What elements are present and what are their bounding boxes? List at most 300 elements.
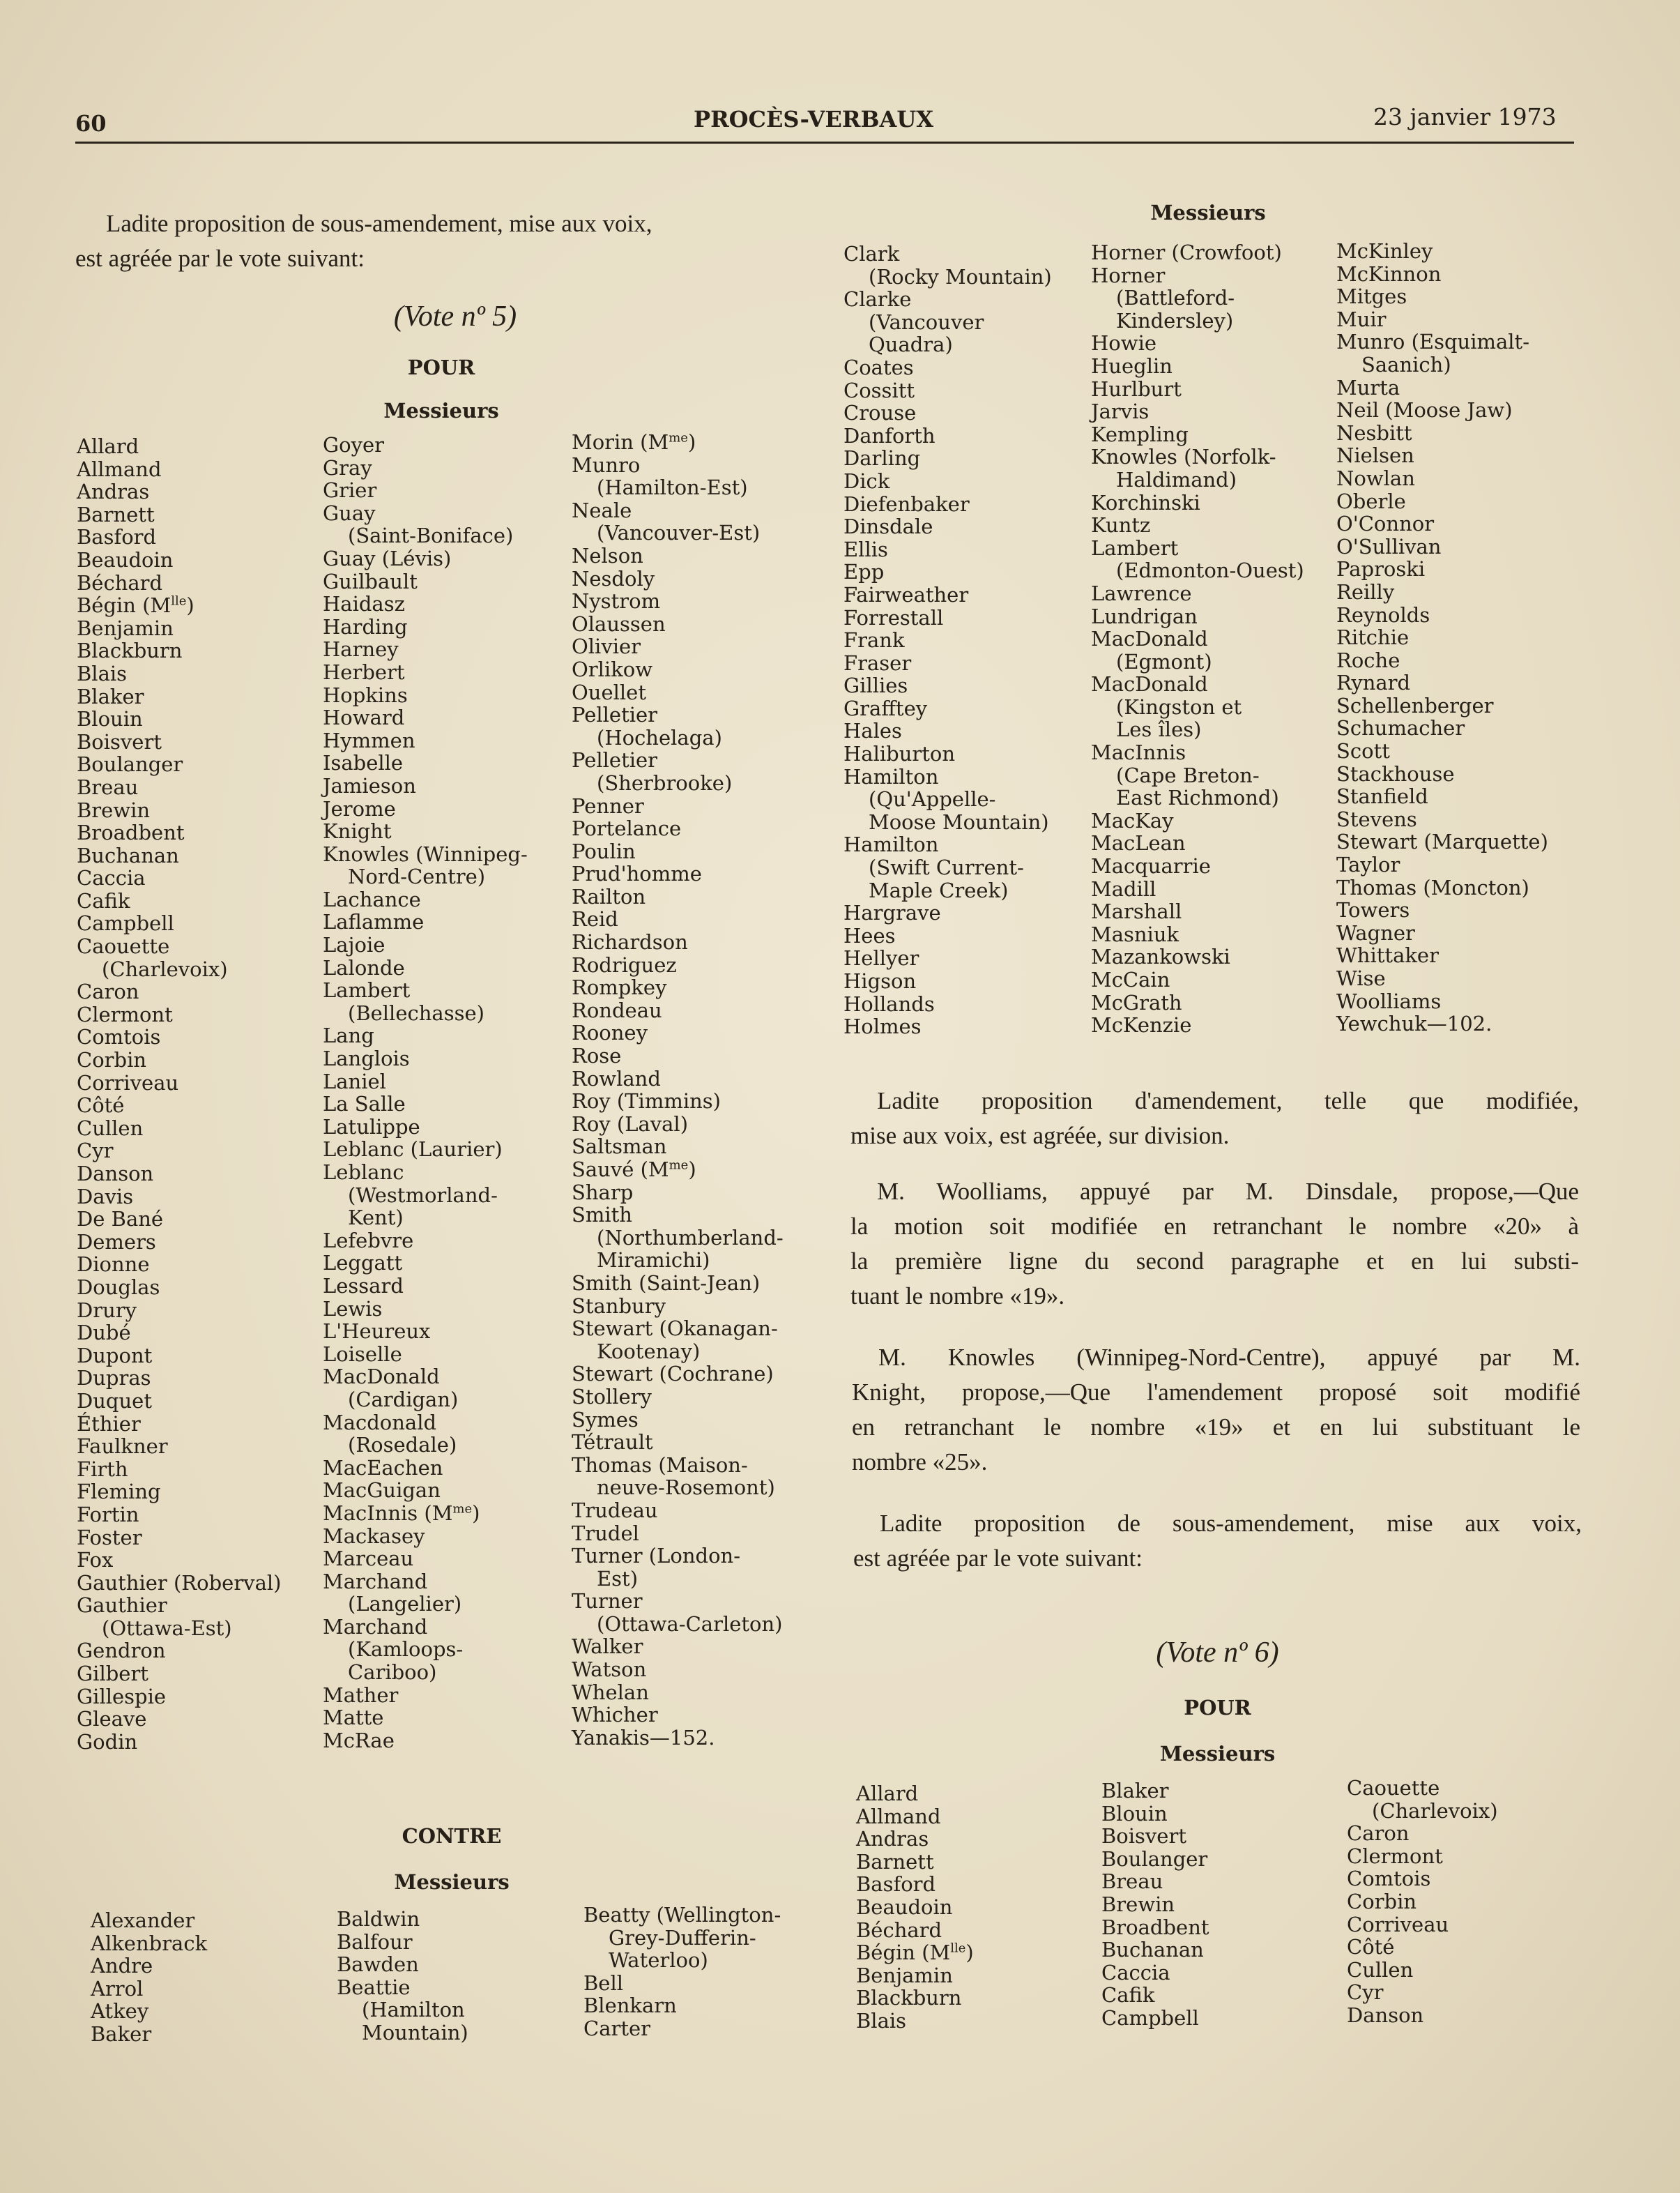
member-name: (Charlevoix) xyxy=(1372,1798,1498,1823)
member-name: Hamilton xyxy=(843,764,939,789)
member-name: Caouette xyxy=(1347,1776,1440,1800)
member-name: Thomas (Maison- xyxy=(572,1452,748,1477)
member-name: Campbell xyxy=(1101,2005,1199,2030)
member-name: Hellyer xyxy=(843,946,919,971)
member-name: Knowles (Winnipeg- xyxy=(323,842,528,866)
member-name: Olaussen xyxy=(572,612,666,636)
member-name: (Westmorland- xyxy=(348,1183,498,1207)
member-name: Isabelle xyxy=(323,751,404,775)
member-name: Nord-Centre) xyxy=(348,865,486,889)
member-name: Clermont xyxy=(1347,1844,1443,1868)
vote5-pour-col2 xyxy=(323,434,528,1752)
member-name: Blouin xyxy=(1101,1801,1168,1826)
member-name: Rynard xyxy=(1336,671,1411,695)
member-name: Stevens xyxy=(1336,807,1417,831)
vote5-pour-label: POUR xyxy=(407,356,475,379)
member-name: Broadbent xyxy=(77,821,185,845)
member-name: Dinsdale xyxy=(843,515,933,539)
member-name: Dick xyxy=(843,469,890,493)
member-name: Corbin xyxy=(1347,1889,1417,1913)
member-name: Danson xyxy=(1347,2003,1424,2027)
member-name: Caron xyxy=(1347,1821,1410,1846)
member-name: Corriveau xyxy=(1347,1912,1449,1936)
member-name: Béchard xyxy=(77,570,163,595)
member-name: Towers xyxy=(1336,898,1410,923)
member-name: Hurlburt xyxy=(1091,377,1182,401)
member-name: Murta xyxy=(1336,375,1400,400)
member-name: Turner (London- xyxy=(572,1544,741,1568)
member-name: Arrol xyxy=(91,1976,144,2001)
member-name: Hollands xyxy=(843,992,935,1016)
member-name: Woolliams xyxy=(1336,989,1442,1013)
member-name: Buchanan xyxy=(1101,1938,1204,1962)
member-name: Korchinski xyxy=(1091,490,1200,515)
member-name: Yanakis—152. xyxy=(572,1725,715,1750)
member-name: Allard xyxy=(77,434,139,458)
member-name: Leblanc (Laurier) xyxy=(323,1137,503,1162)
member-name: (Cardigan) xyxy=(348,1387,459,1411)
member-name: Whelan xyxy=(572,1680,649,1704)
member-name: Beaudoin xyxy=(856,1895,953,1919)
member-name: Cafik xyxy=(1101,1983,1155,2008)
member-name: Barnett xyxy=(856,1849,934,1874)
member-name: Nielsen xyxy=(1336,443,1414,468)
member-name: Rondeau xyxy=(572,998,662,1022)
member-name: Waterloo) xyxy=(609,1948,708,1973)
member-name: Laniel xyxy=(323,1069,386,1093)
member-name: McGrath xyxy=(1091,990,1182,1015)
member-name: Clermont xyxy=(77,1002,173,1026)
member-name: Harding xyxy=(323,614,408,639)
member-name: De Bané xyxy=(77,1207,164,1231)
member-name: Nesbitt xyxy=(1336,420,1412,445)
member-name: Lang xyxy=(323,1024,374,1048)
member-name: Howard xyxy=(323,706,405,730)
member-name: Comtois xyxy=(1347,1867,1431,1891)
member-name: Schellenberger xyxy=(1336,693,1494,718)
member-name: Baker xyxy=(91,2021,152,2046)
member-name: Forrestall xyxy=(843,605,944,630)
member-name: Est) xyxy=(597,1566,639,1591)
member-name: Stewart (Okanagan- xyxy=(572,1316,778,1341)
member-name: Lefebvre xyxy=(323,1228,414,1252)
member-name: Ritchie xyxy=(1336,625,1410,650)
member-name: MacGuigan xyxy=(323,1478,441,1503)
member-name: Darling xyxy=(843,446,921,471)
member-name: Mitges xyxy=(1336,284,1407,309)
member-name: Hymmen xyxy=(323,728,415,752)
member-name: Trudeau xyxy=(572,1498,658,1522)
member-name: (Rocky Mountain) xyxy=(869,264,1052,289)
member-name: (Ottawa-Carleton) xyxy=(597,1611,783,1636)
paragraph-subamendment: Ladite proposition de sous-amendement, mise aux voix, est agréée par le vote suivant: xyxy=(853,1510,1582,1572)
intro-paragraph: Ladite proposition de sous-amendement, mise aux voix, est agréée par le vote suivant: xyxy=(75,210,652,272)
member-name: Boulanger xyxy=(77,752,183,777)
member-name: Atkey xyxy=(91,1999,149,2024)
member-name: McKenzie xyxy=(1091,1013,1192,1038)
member-name: Dupont xyxy=(77,1343,153,1367)
member-name: Davis xyxy=(77,1184,134,1208)
vote6-title: (Vote nº 6) xyxy=(1156,1637,1279,1669)
member-name: Trudel xyxy=(572,1521,639,1545)
vote5-pour-col1 xyxy=(77,435,281,1753)
member-name: Boisvert xyxy=(77,729,162,754)
member-name: McRae xyxy=(323,1728,395,1752)
member-name: Saltsman xyxy=(572,1135,667,1159)
member-name: MacEachen xyxy=(323,1455,443,1480)
member-name: Marceau xyxy=(323,1547,414,1571)
member-name: Cullen xyxy=(77,1116,144,1140)
member-name: (Kingston et xyxy=(1116,695,1242,719)
member-name: Richardson xyxy=(572,930,688,955)
member-name: Stanfield xyxy=(1336,784,1428,809)
member-name: Latulippe xyxy=(323,1114,420,1139)
member-name: (Rosedale) xyxy=(348,1433,457,1457)
member-name: Blouin xyxy=(77,707,143,731)
member-name: Corbin xyxy=(77,1048,147,1072)
member-name: (Egmont) xyxy=(1116,649,1212,674)
member-name: East Richmond) xyxy=(1116,786,1279,810)
page-number: 60 xyxy=(75,110,107,137)
member-name: Faulkner xyxy=(77,1434,168,1459)
member-name: Bégin $(M^{lle})$ xyxy=(77,593,194,618)
member-name: Cullen xyxy=(1347,1957,1414,1982)
member-name: Reilly xyxy=(1336,579,1395,604)
member-name: Bell xyxy=(583,1971,624,1995)
member-name: Drury xyxy=(77,1298,137,1322)
page-date: 23 janvier 1973 xyxy=(1373,103,1557,130)
member-name: Laflamme xyxy=(323,910,425,934)
member-name: Mather xyxy=(323,1683,399,1707)
member-name: Marchand xyxy=(323,1569,428,1593)
member-name: Danson xyxy=(77,1162,154,1185)
member-name: Crouse xyxy=(843,401,917,425)
member-name: Pelletier xyxy=(572,703,658,727)
vote5-contre-messieurs-label: Messieurs xyxy=(394,1870,510,1894)
member-name: Harney xyxy=(323,637,399,662)
member-name: Fox xyxy=(77,1548,114,1572)
member-name: Munro xyxy=(572,453,641,477)
member-name: Epp xyxy=(843,560,885,584)
member-name: Guay (Lévis) xyxy=(323,546,452,570)
member-name: Lessard xyxy=(323,1273,404,1298)
member-name: (Sherbrooke) xyxy=(597,771,733,795)
member-name: Bégin $(M^{lle})$ xyxy=(856,1941,974,1965)
member-name: Nelson xyxy=(572,543,643,568)
member-name: (Saint-Boniface) xyxy=(348,524,514,548)
member-name: Basford xyxy=(77,525,157,549)
member-name: Cafik xyxy=(77,888,130,913)
member-name: Caouette xyxy=(77,934,170,959)
member-name: Lajoie xyxy=(323,933,385,957)
member-name: (Bellechasse) xyxy=(348,1001,484,1025)
member-name: Gendron xyxy=(77,1639,166,1663)
member-name: Pelletier xyxy=(572,748,658,773)
member-name: Rodriguez xyxy=(572,953,677,977)
member-name: Orlikow xyxy=(572,657,653,681)
member-name: O'Connor xyxy=(1336,512,1435,536)
vote5-contre-left-col3 xyxy=(583,1904,781,2040)
member-name: Lundrigan xyxy=(1091,604,1198,628)
member-name: Danforth xyxy=(843,423,936,448)
member-name: Paproski xyxy=(1336,557,1426,582)
member-name: Turner xyxy=(572,1589,643,1614)
header-rule xyxy=(75,142,1574,144)
paragraph-amendment: Ladite proposition d'amendement, telle que modifiée, mise aux voix, est agréée, sur division. xyxy=(850,1087,1579,1149)
member-name: Stewart (Cochrane) xyxy=(572,1362,774,1386)
vote6-pour-label: POUR xyxy=(1184,1696,1251,1720)
member-name: Andras xyxy=(856,1827,929,1851)
member-name: McCain xyxy=(1091,968,1170,992)
member-name: Guilbault xyxy=(323,569,418,593)
member-name: (Northumberland- xyxy=(597,1225,784,1250)
member-name: Kent) xyxy=(348,1206,404,1230)
member-name: Blaker xyxy=(77,684,144,708)
member-name: Grier xyxy=(323,478,377,503)
member-name: Haliburton xyxy=(843,742,956,766)
vote5-contre-right-col3 xyxy=(1336,240,1548,1035)
member-name: Reid xyxy=(572,907,618,932)
member-name: Jarvis xyxy=(1091,400,1150,424)
member-name: Guay xyxy=(323,501,376,525)
member-name: Godin xyxy=(77,1729,138,1754)
vote5-contre-right-messieurs-label: Messieurs xyxy=(1150,201,1266,225)
member-name: Howie xyxy=(1091,331,1157,356)
member-name: Breau xyxy=(1101,1869,1163,1894)
member-name: Miramichi) xyxy=(597,1248,710,1273)
member-name: Beaudoin xyxy=(77,547,174,572)
vote6-col3 xyxy=(1347,1777,1498,2027)
member-name: Roy (Timmins) xyxy=(572,1089,721,1114)
member-name: Hees xyxy=(843,923,896,948)
member-name: Rooney xyxy=(572,1021,648,1045)
member-name: Roy (Laval) xyxy=(572,1111,689,1136)
member-name: Caccia xyxy=(77,866,146,890)
member-name: (Cape Breton- xyxy=(1116,763,1260,787)
member-name: Maple Creek) xyxy=(869,878,1009,902)
member-name: Haldimand) xyxy=(1116,467,1237,492)
member-name: Basford xyxy=(856,1872,936,1897)
member-name: Matte xyxy=(323,1706,384,1730)
member-name: Alkenbrack xyxy=(91,1931,208,1955)
member-name: Broadbent xyxy=(1101,1915,1209,1939)
member-name: Leggatt xyxy=(323,1251,403,1275)
member-name: Neale xyxy=(572,498,632,522)
member-name: Cariboo) xyxy=(348,1660,437,1685)
member-name: Lalonde xyxy=(323,955,405,980)
member-name: Wise xyxy=(1336,966,1386,990)
member-name: Gauthier (Roberval) xyxy=(77,1570,282,1595)
member-name: Reynolds xyxy=(1336,602,1430,627)
member-name: Marchand xyxy=(323,1614,428,1639)
member-name: Douglas xyxy=(77,1275,160,1299)
member-name: MacInnis xyxy=(1091,741,1186,765)
member-name: Railton xyxy=(572,884,646,909)
member-name: Côté xyxy=(77,1093,125,1118)
member-name: Stackhouse xyxy=(1336,761,1455,786)
member-name: Masniuk xyxy=(1091,922,1179,946)
member-name: Smith (Saint-Jean) xyxy=(572,1270,761,1295)
member-name: Lachance xyxy=(323,887,421,911)
member-name: Jerome xyxy=(323,796,396,821)
member-name: Clark xyxy=(843,242,900,266)
member-name: Mazankowski xyxy=(1091,945,1230,969)
member-name: Bawden xyxy=(337,1952,419,1977)
member-name: Blais xyxy=(856,2008,907,2033)
member-name: O'Sullivan xyxy=(1336,534,1442,559)
member-name: Tétrault xyxy=(572,1430,653,1455)
member-name: Blenkarn xyxy=(583,1994,677,2018)
member-name: (Charlevoix) xyxy=(102,957,228,981)
member-name: Corriveau xyxy=(77,1070,179,1095)
member-name: Andre xyxy=(91,1954,153,1978)
member-name: Knowles (Norfolk- xyxy=(1091,445,1276,469)
member-name: Duquet xyxy=(77,1388,152,1413)
member-name: Hopkins xyxy=(323,683,408,707)
member-name: Haidasz xyxy=(323,592,405,616)
member-name: Penner xyxy=(572,794,644,818)
member-name: Barnett xyxy=(77,502,155,526)
member-name: Frank xyxy=(843,628,905,653)
member-name: Diefenbaker xyxy=(843,492,970,516)
member-name: Smith xyxy=(572,1203,632,1227)
member-name: Oberle xyxy=(1336,489,1406,513)
member-name: Grey-Dufferin- xyxy=(609,1925,756,1950)
paragraph-knowles: M. Knowles (Winnipeg-Nord-Centre), appuyé par M. Knight, propose,—Que l'amendement proposé soit modifié en retranchant le nombre «19» et en lui substituant le nombre «25». xyxy=(852,1344,1580,1475)
member-name: Horner xyxy=(1091,263,1166,287)
member-name: Olivier xyxy=(572,635,641,659)
member-name: neuve-Rosemont) xyxy=(597,1475,775,1500)
member-name: Blaker xyxy=(1101,1779,1169,1803)
member-name: Stanbury xyxy=(572,1293,666,1318)
member-name: (Hamilton xyxy=(362,1998,465,2022)
vote5-contre-label: CONTRE xyxy=(402,1824,502,1848)
member-name: Campbell xyxy=(77,911,174,936)
member-name: L'Heureux xyxy=(323,1319,431,1344)
member-name: Blackburn xyxy=(856,1986,962,2010)
member-name: Munro (Esquimalt- xyxy=(1336,330,1529,354)
member-name: MacLean xyxy=(1091,831,1186,856)
member-name: Allmand xyxy=(77,457,162,481)
member-name: (Vancouver-Est) xyxy=(597,521,761,545)
member-name: Horner (Crowfoot) xyxy=(1091,241,1282,264)
vote6-col1 xyxy=(856,1782,974,2033)
member-name: (Kamloops- xyxy=(348,1637,464,1662)
member-name: Morin $(M^{me})$ xyxy=(572,430,696,454)
member-name: Whicher xyxy=(572,1703,658,1727)
member-name: Muir xyxy=(1336,307,1387,331)
member-name: Rompkey xyxy=(572,976,667,1000)
member-name: MacKay xyxy=(1091,808,1174,833)
member-name: Fortin xyxy=(77,1502,139,1526)
member-name: Brewin xyxy=(77,798,151,822)
member-name: Dionne xyxy=(77,1252,150,1277)
member-name: Leblanc xyxy=(323,1160,404,1184)
member-name: Macdonald xyxy=(323,1410,437,1434)
member-name: Yewchuk—102. xyxy=(1336,1012,1492,1036)
member-name: Portelance xyxy=(572,817,682,841)
member-name: Rose xyxy=(572,1044,622,1068)
member-name: (Qu'Appelle- xyxy=(869,787,996,812)
member-name: Herbert xyxy=(323,660,405,684)
member-name: Beattie xyxy=(337,1975,411,1999)
member-name: Scott xyxy=(1336,739,1390,764)
member-name: Lawrence xyxy=(1091,581,1192,605)
member-name: Cossitt xyxy=(843,378,915,402)
member-name: (Hochelaga) xyxy=(597,725,722,750)
member-name: Balfour xyxy=(337,1929,413,1954)
member-name: MacDonald xyxy=(1091,627,1208,651)
page-title: PROCÈS-VERBAUX xyxy=(694,106,934,132)
member-name: Lewis xyxy=(323,1296,383,1321)
member-name: Brewin xyxy=(1101,1892,1175,1916)
member-name: McKinnon xyxy=(1336,261,1442,286)
member-name: Symes xyxy=(572,1407,639,1432)
member-name: Hueglin xyxy=(1091,354,1173,378)
member-name: Sharp xyxy=(572,1180,634,1204)
member-name: Madill xyxy=(1091,877,1156,901)
member-name: (Vancouver xyxy=(869,310,984,334)
member-name: Beatty (Wellington- xyxy=(583,1903,781,1927)
member-name: Roche xyxy=(1336,648,1400,672)
member-name: Sauvé $(M^{me})$ xyxy=(572,1158,696,1181)
member-name: McKinley xyxy=(1336,239,1433,263)
member-name: Gillies xyxy=(843,674,908,698)
member-name: Marshall xyxy=(1091,900,1182,924)
vote5-messieurs-label: Messieurs xyxy=(383,399,499,423)
member-name: Nystrom xyxy=(572,589,661,614)
member-name: Gauthier xyxy=(77,1593,167,1618)
member-name: Lambert xyxy=(323,978,411,1003)
member-name: Goyer xyxy=(323,433,385,457)
member-name: Boisvert xyxy=(1101,1824,1186,1849)
member-name: Carter xyxy=(583,2016,651,2040)
member-name: Breau xyxy=(77,775,139,799)
member-name: Fleming xyxy=(77,1480,161,1504)
member-name: Buchanan xyxy=(77,843,179,867)
member-name: Watson xyxy=(572,1657,647,1682)
member-name: Nesdoly xyxy=(572,566,655,591)
member-name: Allard xyxy=(856,1782,919,1805)
vote5-contre-right-col2 xyxy=(1091,241,1304,1037)
member-name: Caccia xyxy=(1101,1960,1170,1985)
member-name: Neil (Moose Jaw) xyxy=(1336,398,1513,423)
member-name: Gilbert xyxy=(77,1662,148,1686)
member-name: Kindersley) xyxy=(1116,308,1234,333)
member-name: (Hamilton-Est) xyxy=(597,476,748,500)
member-name: Ellis xyxy=(843,537,888,561)
member-name: La Salle xyxy=(323,1092,406,1116)
member-name: Foster xyxy=(77,1525,142,1549)
member-name: Fraser xyxy=(843,651,912,675)
vote5-contre-left-col2 xyxy=(337,1908,468,2044)
member-name: Boulanger xyxy=(1101,1846,1208,1871)
member-name: Dubé xyxy=(77,1321,131,1345)
member-name: Alexander xyxy=(91,1909,195,1932)
member-name: Lambert xyxy=(1091,536,1179,560)
member-name: Taylor xyxy=(1336,853,1400,877)
vote5-contre-right-col1 xyxy=(843,243,1052,1038)
vote5-contre-left-col1 xyxy=(91,1909,207,2046)
member-name: Saanich) xyxy=(1361,352,1451,377)
member-name: Higson xyxy=(843,969,917,993)
paragraph-woolliams: M. Woolliams, appuyé par M. Dinsdale, propose,—Que la motion soit modifiée en retranchant le nombre «20» à la première ligne du second paragraphe et en lui substi- tuant le nombre «19». xyxy=(850,1178,1579,1310)
member-name: Baldwin xyxy=(337,1907,420,1931)
member-name: Côté xyxy=(1347,1935,1395,1959)
member-name: Cyr xyxy=(1347,1980,1384,2005)
member-name: MacDonald xyxy=(323,1365,440,1389)
member-name: Kootenay) xyxy=(597,1339,701,1363)
